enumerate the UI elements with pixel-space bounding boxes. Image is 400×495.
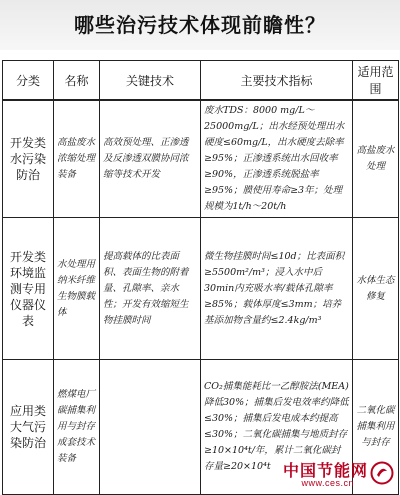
row-indicators: 废水TDS：8000 mg/L～25000mg/L；出水经预处理出水硬度≤60mg/L，出水硬度去除率≥95%；正渗透系统出水回收率≥90%，正渗透系统脱盐率≥95%；膜使用寿命≥3年；处理规模为1t/h～20t/h xyxy=(201,100,353,218)
table-row xyxy=(3,100,399,218)
table-header-row xyxy=(3,61,399,101)
row-category: 开发类环境监测专用仪器仪表 xyxy=(3,218,54,360)
row-indicators: 微生物挂膜时间≤10d；比表面积≥5500m²/m³；浸入水中后30min内充吸水率/载体孔隙率≥85%；载体厚度≤3mm；培养基添加物含量约≤2.4kg/m³ xyxy=(201,218,353,360)
header-name: 名称 xyxy=(54,61,100,101)
row-name: 高盐废水浓缩处理装备 xyxy=(54,100,100,218)
row-scope: 水体生态修复 xyxy=(353,218,399,360)
row-scope: 二氧化碳捕集利用与封存 xyxy=(353,360,399,495)
header-scope: 适用范围 xyxy=(353,61,399,101)
row-name: 水处理用纳米纤维生物膜载体 xyxy=(54,218,100,360)
page-title: 哪些治污技术体现前瞻性？ xyxy=(0,0,400,50)
watermark-logo-icon xyxy=(370,461,394,485)
row-indicators: CO₂捕集能耗比一乙醇胺法(MEA)降低30%；捕集后发电效率约降低≤30%；捕集后发电成本约提高≤30%；二氧化碳捕集与地质封存≥10×10⁴t/年，累计二氧化碳封存量≥20×10⁴t xyxy=(201,360,353,495)
header-indicators: 主要技术指标 xyxy=(201,61,353,101)
watermark-url: www.ces.cn xyxy=(301,478,354,488)
row-category: 应用类大气污染防治 xyxy=(3,360,54,495)
row-name: 燃煤电厂碳捕集利用与封存成套技术装备 xyxy=(54,360,100,495)
tech-table xyxy=(2,60,399,495)
table-row xyxy=(3,218,399,360)
row-key-tech xyxy=(100,360,201,495)
row-key-tech: 提高载体的比表面积、表面生物的附着量、孔隙率、亲水性；开发有效缩短生物挂膜时间 xyxy=(100,218,201,360)
header-key-tech: 关键技术 xyxy=(100,61,201,101)
header-category: 分类 xyxy=(3,61,54,101)
row-key-tech: 高效预处理、正渗透及反渗透双膜协同浓缩等技术开发 xyxy=(100,100,201,218)
row-scope: 高盐废水处理 xyxy=(353,100,399,218)
row-category: 开发类水污染防治 xyxy=(3,100,54,218)
watermark-text: 中国节能网 xyxy=(282,463,368,480)
